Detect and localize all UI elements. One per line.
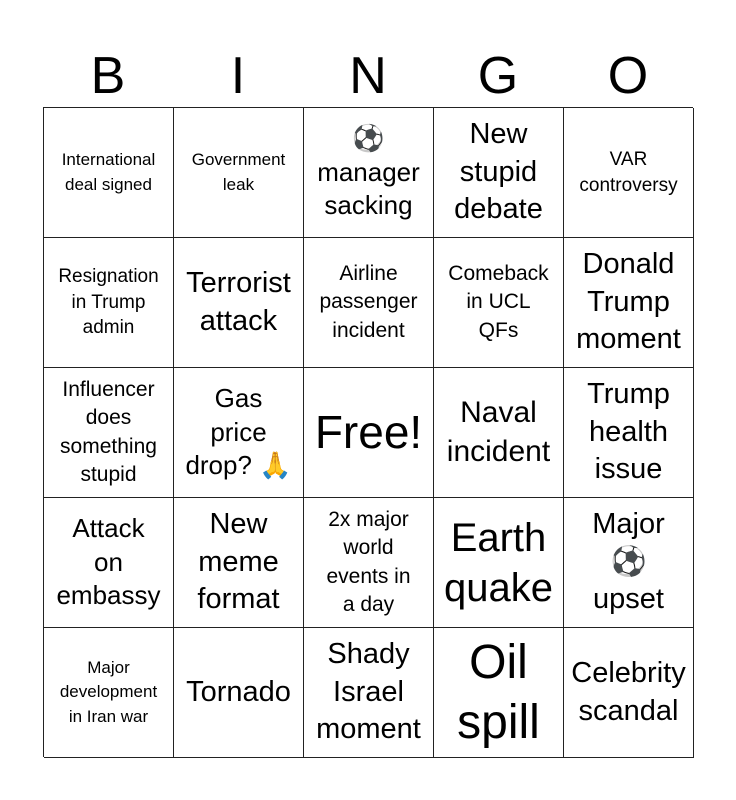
bingo-cell[interactable] [434, 108, 564, 238]
bingo-grid [43, 107, 693, 757]
bingo-cell[interactable] [564, 498, 694, 628]
header-letter-i: I [230, 47, 246, 105]
cell-label: Trump health issue [587, 377, 670, 486]
cell-label: Influencer does something stupid [60, 377, 157, 486]
bingo-cell[interactable] [174, 628, 304, 758]
cell-label: New stupid debate [454, 117, 543, 226]
bingo-cell[interactable] [434, 238, 564, 368]
bingo-cell[interactable] [44, 238, 174, 368]
bingo-cell[interactable] [304, 628, 434, 758]
bingo-cell[interactable] [304, 108, 434, 238]
header-letter-b: B [90, 47, 126, 105]
bingo-cell[interactable] [174, 368, 304, 498]
bingo-cell[interactable] [564, 238, 694, 368]
cell-label: Attack on embassy [56, 512, 161, 611]
bingo-header [43, 48, 693, 104]
header-letter-o: O [607, 47, 649, 105]
cell-label: Airline passenger incident [319, 261, 418, 342]
cell-label: Resignation in Trump admin [58, 266, 159, 339]
free-space-label: Free! [314, 406, 423, 459]
cell-label: Tornado [186, 675, 291, 708]
bingo-cell[interactable] [174, 108, 304, 238]
cell-label: Comeback in UCL QFs [448, 261, 549, 342]
bingo-cell[interactable] [434, 498, 564, 628]
cell-label: Gas price drop? 🙏 [185, 382, 292, 481]
bingo-cell[interactable] [304, 498, 434, 628]
cell-label: Naval incident [446, 396, 551, 468]
bingo-cell[interactable] [44, 498, 174, 628]
bingo-cell[interactable] [174, 238, 304, 368]
cell-label: 2x major world events in a day [326, 507, 411, 616]
bingo-cell[interactable] [44, 368, 174, 498]
cell-label: International deal signed [61, 149, 156, 194]
cell-label: Shady Israel moment [316, 637, 421, 746]
cell-label: Oil spill [457, 635, 540, 749]
cell-label: Government leak [191, 149, 286, 194]
cell-label: Celebrity scandal [571, 656, 686, 727]
cell-label: Terrorist attack [186, 266, 291, 337]
bingo-cell[interactable] [304, 238, 434, 368]
cell-label: Donald Trump moment [576, 247, 681, 356]
cell-label: Major ⚽ upset [592, 507, 665, 616]
cell-label: New meme format [197, 507, 280, 616]
bingo-cell[interactable] [564, 628, 694, 758]
cell-label: Earth quake [444, 515, 553, 610]
bingo-cell[interactable] [564, 108, 694, 238]
cell-label: Major development in Iran war [59, 657, 158, 726]
bingo-cell[interactable] [434, 628, 564, 758]
cell-label: ⚽ manager sacking [317, 122, 420, 221]
bingo-cell[interactable] [44, 108, 174, 238]
header-letter-g: G [477, 47, 519, 105]
bingo-cell[interactable] [434, 368, 564, 498]
bingo-cell[interactable] [174, 498, 304, 628]
bingo-cell[interactable] [44, 628, 174, 758]
bingo-cell-free[interactable] [304, 368, 434, 498]
cell-label: VAR controversy [579, 148, 678, 196]
bingo-cell[interactable] [564, 368, 694, 498]
header-letter-n: N [349, 47, 387, 105]
